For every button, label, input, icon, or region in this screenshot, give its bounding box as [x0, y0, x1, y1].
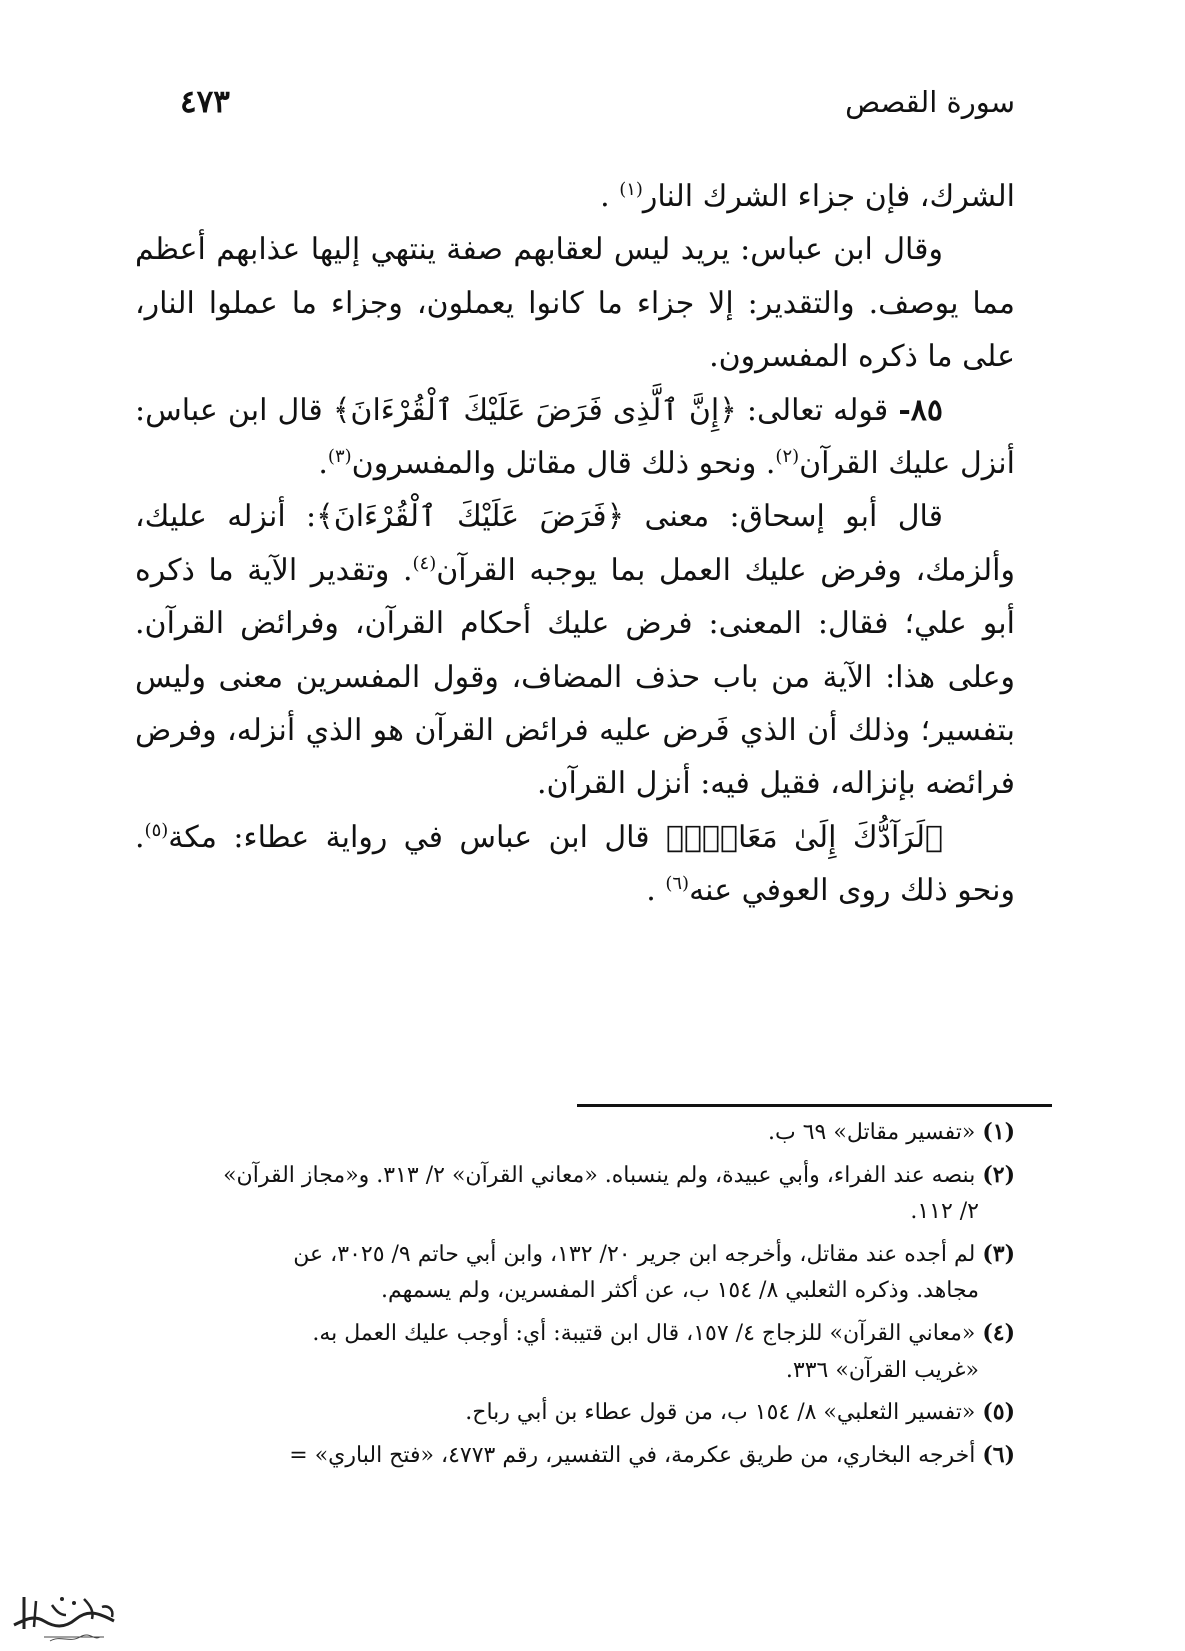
footnote-ref-3[interactable]: (٣): [327, 446, 352, 468]
paragraph-3: ٨٥- قوله تعالى: ﴿إِنَّ ٱلَّذِى فَرَضَ عَلَيْكَ ٱلْقُرْءَانَ﴾ قال ابن عباس: أنزل عليك القرآن$^{(٢)}$. ونحو ذلك قال مقاتل والمفسرون$^{(٣)}$.: [135, 392, 1015, 482]
calligraphy-logo-icon: [4, 1585, 129, 1647]
quran-quote: ﴿لَرَآدُّكَ إِلَىٰ مَعَادٍۚ﴾: [665, 819, 943, 855]
footnote-1: (١) «تفسير مقاتل» ٦٩ ب.: [768, 1119, 1015, 1145]
footnote-4: (٤) «معاني القرآن» للزجاج ٤/ ١٥٧، قال ابن قتيبة: أي: أوجب عليك العمل به. «غريب القرآن» ٣٣٦.: [312, 1319, 1015, 1383]
footnote-5: (٥) «تفسير الثعلبي» ٨/ ١٥٤ ب، من قول عطاء بن أبي رباح.: [465, 1399, 1015, 1426]
footnote-ref-1[interactable]: (١): [619, 179, 643, 200]
footnote-3: (٣) لم أجده عند مقاتل، وأخرجه ابن جرير ٢٠/ ١٣٢، وابن أبي حاتم ٩/ ٣٠٢٥، عن مجاهد. وذكره الثعلبي ٨/ ١٥٤ ب، عن أكثر المفسرين، ولم يسمهم.: [293, 1240, 1015, 1304]
watermark-logo: [4, 1585, 129, 1647]
footnote-ref-4[interactable]: (٤): [412, 552, 437, 574]
quran-quote: ﴿فَرَضَ عَلَيْكَ ٱلْقُرْءَانَ﴾: [316, 499, 625, 535]
footnote-marker: (٣): [982, 1240, 1015, 1267]
paragraph-1: الشرك، فإن جزاء الشرك النار$^{(١)}$ .: [600, 179, 1015, 214]
footnote-6: (٦) أخرجه البخاري، من طريق عكرمة، في التفسير، رقم ٤٧٧٣، «فتح الباري» =: [289, 1441, 1015, 1468]
footnote-marker: (٢): [982, 1161, 1015, 1188]
footnote-separator: [577, 1104, 1052, 1107]
main-text: [135, 170, 1015, 918]
footnotes: [129, 1114, 1015, 1479]
footnote-marker: (٥): [982, 1399, 1015, 1426]
paragraph-5: ﴿لَرَآدُّكَ إِلَىٰ مَعَادٍۚ﴾ قال ابن عباس في رواية عطاء: مكة$^{(٥)}$. ونحو ذلك روى العوفي عنه$^{(٦)}$ .: [135, 819, 1015, 909]
quran-quote: ﴿إِنَّ ٱلَّذِى فَرَضَ عَلَيْكَ ٱلْقُرْءَانَ﴾: [332, 392, 737, 428]
surah-title: سورة القصص: [845, 85, 1015, 119]
paragraph-4: قال أبو إسحاق: معنى ﴿فَرَضَ عَلَيْكَ ٱلْقُرْءَانَ﴾: أنزله عليك، وألزمك، وفرض عليك العمل بما يوجبه القرآن$^{(٤)}$. وتقدير الآية ما ذكره أبو علي؛ فقال: المعنى: فرض عليك أحكام القرآن، وفرائض القرآن. وعلى هذا: الآية من باب حذف المضاف، وقول المفسرين معنى وليس بتفسير؛ وذلك أن الذي فَرض عليه فرائض القرآن هو الذي أنزله، وفرض فرائضه بإنزاله، فقيل فيه: أنزل القرآن.: [135, 499, 1015, 802]
verse-number: ٨٥-: [898, 392, 943, 428]
footnote-marker: (٦): [982, 1441, 1015, 1468]
footnote-2: (٢) بنصه عند الفراء، وأبي عبيدة، ولم ينسباه. «معاني القرآن» ٢/ ٣١٣. و«مجاز القرآن» ٢/ ١١٢.: [223, 1161, 1015, 1225]
footnote-ref-5[interactable]: (٥): [144, 819, 169, 841]
footnote-marker: (٤): [982, 1319, 1015, 1346]
paragraph-2: وقال ابن عباس: يريد ليس لعقابهم صفة ينتهي إليها عذابهم أعظم مما يوصف. والتقدير: إلا جزاء ما كانوا يعملون، وجزاء ما عملوا النار، على ما ذكره المفسرون.: [135, 232, 1015, 375]
page-number: ٤٧٣: [180, 84, 230, 120]
footnote-marker: (١): [982, 1119, 1015, 1145]
footnote-ref-2[interactable]: (٢): [775, 446, 800, 468]
footnote-ref-6[interactable]: (٦): [665, 873, 690, 895]
